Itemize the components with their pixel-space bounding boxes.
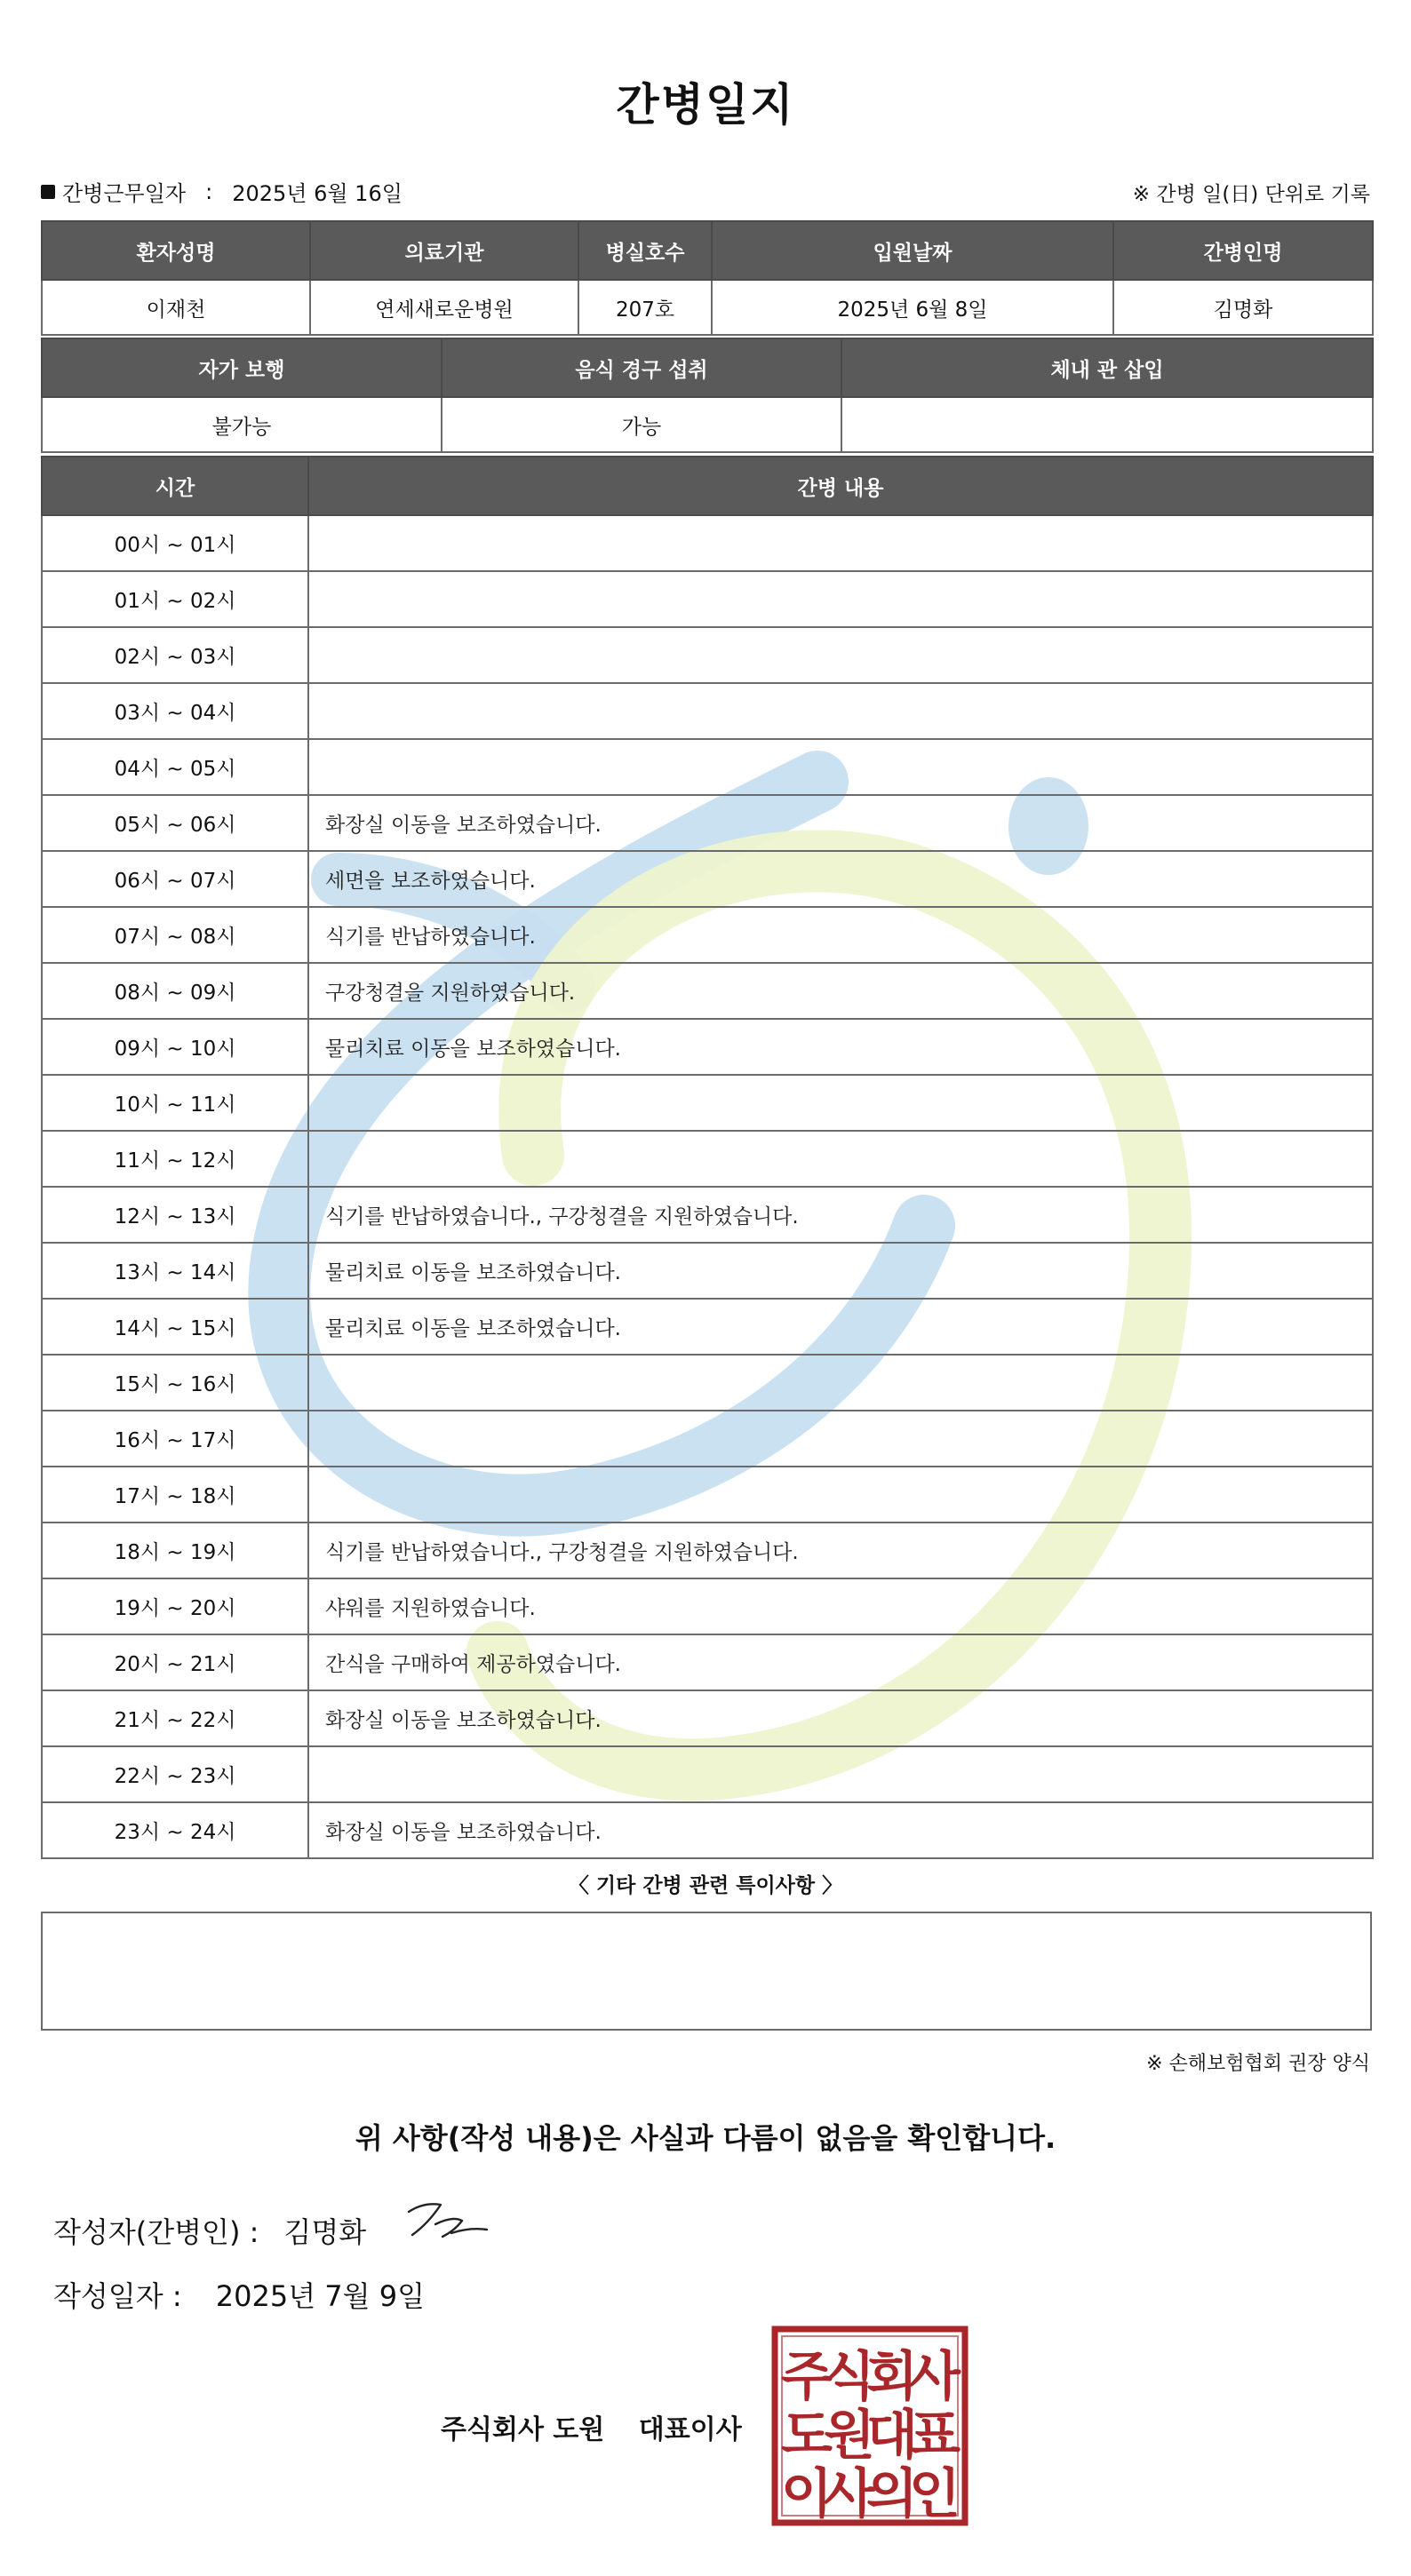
time-cell: 14시 ~ 15시 [42, 1299, 308, 1355]
care-content-cell [308, 1411, 1373, 1467]
writer-label: 작성자(간병인) : [53, 2215, 259, 2249]
written-date-label: 작성일자 : [53, 2279, 182, 2313]
work-date-value: 2025년 6월 16일 [232, 181, 403, 206]
work-date-label: 간병근무일자 [62, 181, 187, 206]
patient-status-value-row [42, 397, 1373, 452]
time-cell: 13시 ~ 14시 [42, 1243, 308, 1299]
svg-text:대: 대 [866, 2405, 918, 2467]
hourly-care-log-table [41, 456, 1374, 1859]
table-row [42, 1411, 1373, 1467]
header-care-content: 간병 내용 [308, 457, 1373, 515]
header-admission-date: 입원날짜 [712, 221, 1113, 280]
svg-text:주: 주 [781, 2346, 833, 2408]
care-content-cell: 식기를 반납하였습니다. [308, 907, 1373, 963]
table-row [42, 683, 1373, 739]
care-content-cell: 물리치료 이동을 보조하였습니다. [308, 1243, 1373, 1299]
table-row [42, 1243, 1373, 1299]
room-number-value: 207호 [578, 280, 712, 335]
svg-text:의: 의 [866, 2463, 918, 2525]
care-content-cell [308, 515, 1373, 571]
time-cell: 02시 ~ 03시 [42, 627, 308, 683]
confirmation-statement: 위 사항(작성 내용)은 사실과 다름이 없음을 확인합니다. [355, 2121, 1056, 2155]
table-row [42, 627, 1373, 683]
table-row [42, 1578, 1373, 1634]
svg-text:원: 원 [824, 2405, 875, 2467]
table-row [42, 1467, 1373, 1523]
care-content-cell: 화장실 이동을 보조하였습니다. [308, 1802, 1373, 1858]
table-row [42, 1187, 1373, 1243]
time-cell: 06시 ~ 07시 [42, 851, 308, 907]
table-row [42, 571, 1373, 627]
time-cell: 21시 ~ 22시 [42, 1690, 308, 1746]
table-row [42, 1131, 1373, 1187]
tube-insertion-value [841, 397, 1373, 452]
care-content-cell: 화장실 이동을 보조하였습니다. [308, 1690, 1373, 1746]
time-cell: 22시 ~ 23시 [42, 1746, 308, 1802]
care-content-cell [308, 683, 1373, 739]
time-cell: 16시 ~ 17시 [42, 1411, 308, 1467]
table-row [42, 1075, 1373, 1131]
oral-intake-value: 가능 [442, 397, 841, 452]
table-row [42, 795, 1373, 851]
care-content-cell [308, 1355, 1373, 1411]
time-cell: 05시 ~ 06시 [42, 795, 308, 851]
company-name: 주식회사 도원 [441, 2414, 605, 2445]
special-notes-title: 〈 기타 간병 관련 특이사항 〉 [568, 1874, 843, 1897]
time-cell: 17시 ~ 18시 [42, 1467, 308, 1523]
patient-name-value: 이재천 [42, 280, 310, 335]
table-row [42, 1690, 1373, 1746]
written-date-row [53, 2274, 425, 2315]
patient-status-table [41, 338, 1374, 453]
svg-text:사: 사 [909, 2346, 961, 2408]
time-cell: 04시 ~ 05시 [42, 739, 308, 795]
svg-text:이: 이 [781, 2463, 833, 2525]
svg-text:도: 도 [781, 2405, 833, 2467]
svg-text:표: 표 [909, 2405, 961, 2467]
svg-text:인: 인 [909, 2463, 961, 2525]
recommended-form-note: ※ 손해보험협회 권장 양식 [1146, 2053, 1370, 2075]
care-content-cell: 화장실 이동을 보조하였습니다. [308, 795, 1373, 851]
time-cell: 10시 ~ 11시 [42, 1075, 308, 1131]
header-oral-intake: 음식 경구 섭취 [442, 338, 841, 397]
table-row [42, 739, 1373, 795]
patient-info-header-row [42, 221, 1373, 280]
table-row [42, 851, 1373, 907]
time-cell: 07시 ~ 08시 [42, 907, 308, 963]
caregiver-name-value: 김명화 [1113, 280, 1373, 335]
table-row [42, 1634, 1373, 1690]
header-tube-insertion: 체내 관 삽입 [841, 338, 1373, 397]
svg-text:회: 회 [866, 2346, 918, 2408]
time-cell: 11시 ~ 12시 [42, 1131, 308, 1187]
time-cell: 15시 ~ 16시 [42, 1355, 308, 1411]
handwritten-signature [400, 2192, 498, 2254]
header-self-walking: 자가 보행 [42, 338, 442, 397]
daily-record-note: ※ 간병 일(日) 단위로 기록 [1132, 183, 1370, 206]
care-content-cell [308, 1746, 1373, 1802]
patient-info-value-row [42, 280, 1373, 335]
written-date-value: 2025년 7월 9일 [215, 2279, 426, 2313]
time-cell: 09시 ~ 10시 [42, 1019, 308, 1075]
writer-row [53, 2210, 366, 2251]
representative-title: 대표이사 [638, 2414, 742, 2445]
time-cell: 18시 ~ 19시 [42, 1523, 308, 1578]
table-row [42, 1746, 1373, 1802]
admission-date-value: 2025년 6월 8일 [712, 280, 1113, 335]
table-row [42, 1802, 1373, 1858]
patient-info-table [41, 220, 1374, 336]
care-content-cell: 식기를 반납하였습니다., 구강청결을 지원하였습니다. [308, 1523, 1373, 1578]
care-content-cell: 물리치료 이동을 보조하였습니다. [308, 1299, 1373, 1355]
care-content-cell [308, 627, 1373, 683]
svg-text:식: 식 [824, 2346, 875, 2408]
table-row [42, 515, 1373, 571]
time-cell: 19시 ~ 20시 [42, 1578, 308, 1634]
header-medical-institution: 의료기관 [310, 221, 578, 280]
table-row [42, 963, 1373, 1019]
bullet-square-icon [41, 185, 55, 199]
table-row [42, 1523, 1373, 1578]
care-content-cell: 물리치료 이동을 보조하였습니다. [308, 1019, 1373, 1075]
table-row [42, 1019, 1373, 1075]
time-cell: 00시 ~ 01시 [42, 515, 308, 571]
table-row [42, 907, 1373, 963]
header-time: 시간 [42, 457, 308, 515]
time-cell: 20시 ~ 21시 [42, 1634, 308, 1690]
care-content-cell [308, 739, 1373, 795]
table-row [42, 1299, 1373, 1355]
time-cell: 01시 ~ 02시 [42, 571, 308, 627]
care-content-cell: 구강청결을 지원하였습니다. [308, 963, 1373, 1019]
svg-text:사: 사 [824, 2463, 875, 2525]
writer-name: 김명화 [283, 2215, 367, 2249]
care-content-cell [308, 571, 1373, 627]
special-notes-box [41, 1912, 1372, 2031]
care-content-cell [308, 1467, 1373, 1523]
company-seal-stamp [771, 2326, 969, 2526]
medical-institution-value: 연세새로운병원 [310, 280, 578, 335]
table-row [42, 1355, 1373, 1411]
time-cell: 23시 ~ 24시 [42, 1802, 308, 1858]
document-title: 간병일지 [616, 79, 795, 131]
care-content-cell [308, 1131, 1373, 1187]
care-log-header-row [42, 457, 1373, 515]
patient-status-header-row [42, 338, 1373, 397]
work-date-separator: : [205, 179, 213, 204]
time-cell: 12시 ~ 13시 [42, 1187, 308, 1243]
time-cell: 03시 ~ 04시 [42, 683, 308, 739]
care-content-cell: 식기를 반납하였습니다., 구강청결을 지원하였습니다. [308, 1187, 1373, 1243]
company-signature-line [441, 2407, 742, 2446]
header-room-number: 병실호수 [578, 221, 712, 280]
work-date-row [41, 176, 403, 207]
care-content-cell [308, 1075, 1373, 1131]
header-patient-name: 환자성명 [42, 221, 310, 280]
time-cell: 08시 ~ 09시 [42, 963, 308, 1019]
care-content-cell: 간식을 구매하여 제공하였습니다. [308, 1634, 1373, 1690]
care-content-cell: 세면을 보조하였습니다. [308, 851, 1373, 907]
care-content-cell: 샤워를 지원하였습니다. [308, 1578, 1373, 1634]
self-walking-value: 불가능 [42, 397, 442, 452]
header-caregiver-name: 간병인명 [1113, 221, 1373, 280]
